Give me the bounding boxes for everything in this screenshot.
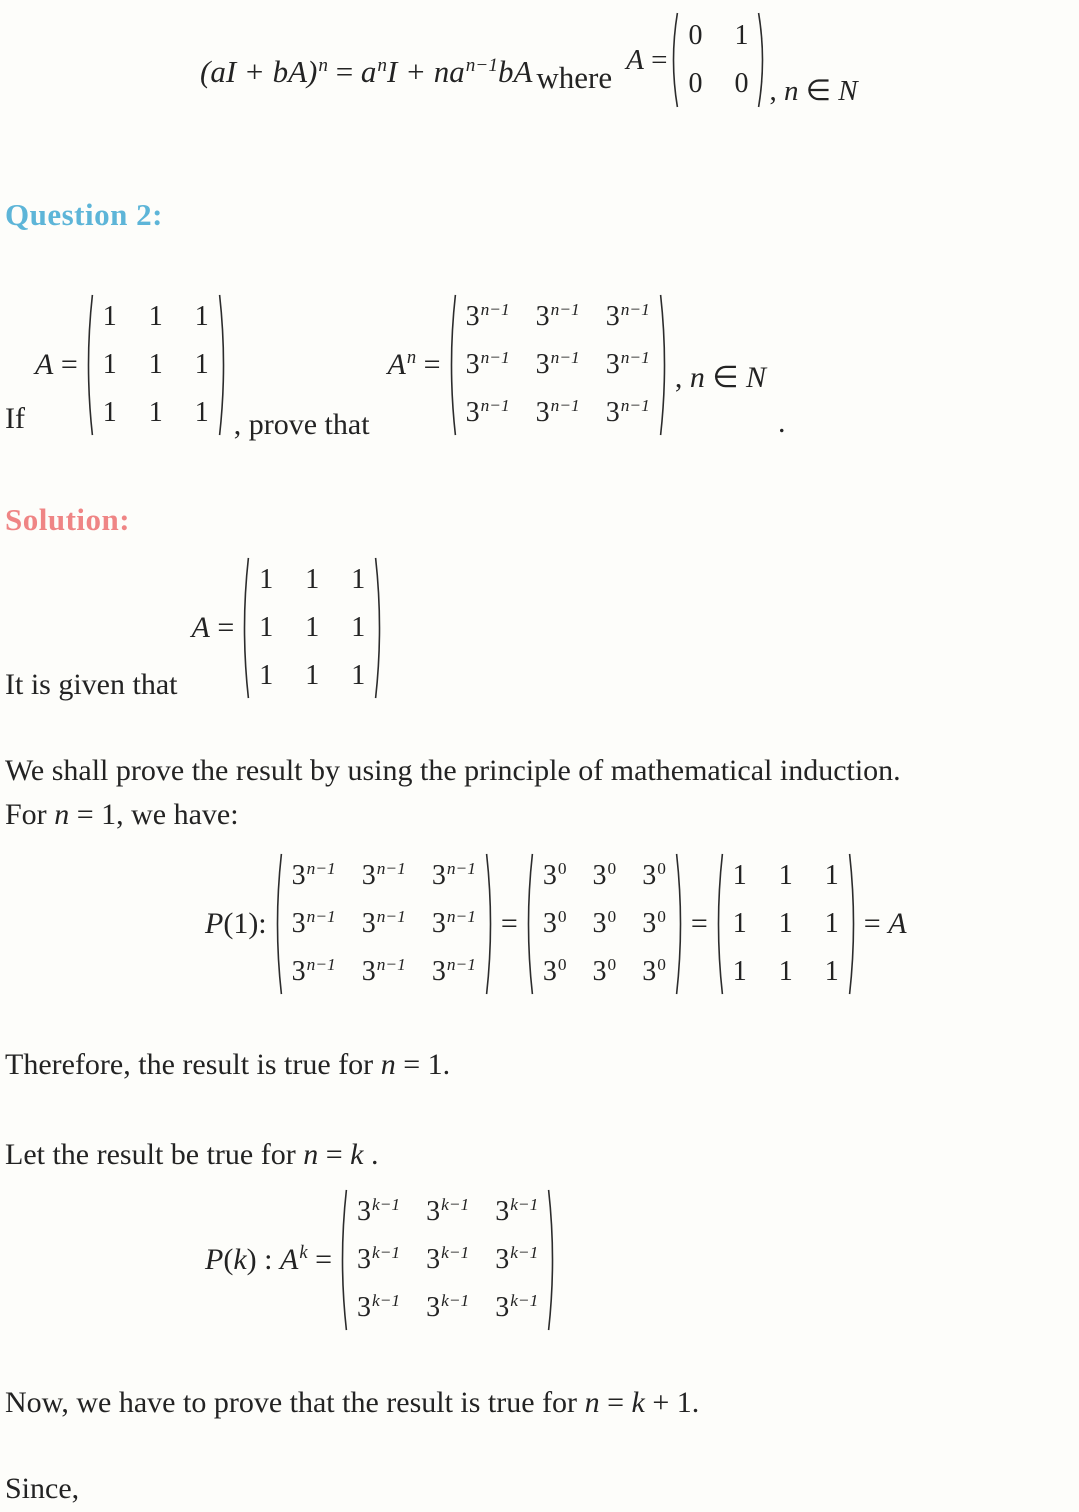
given-label: It is given that xyxy=(5,668,178,701)
paren-left xyxy=(238,555,251,701)
statement-let-true: Let the result be true for n = k . xyxy=(5,1138,379,1171)
matrix-cell: 1 xyxy=(102,349,117,380)
sentence-period: . xyxy=(777,406,786,439)
paren-left xyxy=(336,1187,349,1333)
matrix-cell: 0 xyxy=(734,68,749,99)
paren-right xyxy=(484,851,497,997)
a-equals: A = xyxy=(34,348,78,381)
matrix-a-2x2 xyxy=(667,11,769,109)
matrix-cell: $3^{n-1}$ xyxy=(361,954,406,987)
matrix-cell: $3^0$ xyxy=(592,906,617,939)
matrix-cell: 1 xyxy=(102,301,117,332)
matrix-cell: $3^{n-1}$ xyxy=(465,299,510,332)
where-word: where xyxy=(536,60,613,95)
paren-left xyxy=(445,292,458,438)
matrix-cell: 1 xyxy=(148,397,163,428)
matrix-cell: 1 xyxy=(824,860,839,891)
question-heading: Question 2: xyxy=(5,197,163,232)
a-power-n-equals: $A^n$ = xyxy=(387,347,441,381)
statement-induction: We shall prove the result by using the principle of mathematical induction. xyxy=(5,754,901,787)
matrix-cell: $3^{n-1}$ xyxy=(465,347,510,380)
matrix-cell: $3^{k-1}$ xyxy=(357,1194,401,1227)
matrix-cell: 1 xyxy=(148,301,163,332)
given-row xyxy=(5,548,1079,708)
matrix-cell: 1 xyxy=(148,349,163,380)
statement-since: Since, xyxy=(5,1472,80,1505)
matrix-cell: $3^{k-1}$ xyxy=(426,1194,470,1227)
matrix-cell: 1 xyxy=(351,612,366,643)
equals-sign: = xyxy=(500,907,518,940)
matrix-cell: 0 xyxy=(688,20,703,51)
matrix-cell: $3^0$ xyxy=(642,906,666,939)
matrix-cell: 1 xyxy=(732,908,747,939)
matrix-a-ones xyxy=(82,292,230,438)
matrix-cell: 0 xyxy=(688,68,703,99)
matrix-cell: 1 xyxy=(778,908,793,939)
matrix-cell: $3^0$ xyxy=(592,858,617,891)
matrix-ones xyxy=(712,851,860,997)
matrix-a-ones xyxy=(238,555,386,701)
matrix-cell: $3^{n-1}$ xyxy=(605,347,650,380)
matrix-cell: $3^{n-1}$ xyxy=(535,395,580,428)
if-label: If xyxy=(5,402,25,435)
matrix-pow-k xyxy=(336,1187,559,1333)
matrix-cell: $3^{n-1}$ xyxy=(465,395,510,428)
matrix-cell: 1 xyxy=(824,956,839,987)
a-equals: A = xyxy=(191,611,235,644)
document-page xyxy=(0,10,1079,1512)
equals-a: = A xyxy=(863,907,907,940)
paren-right xyxy=(217,292,230,438)
matrix-cell: 1 xyxy=(194,397,209,428)
prove-that-label: , prove that xyxy=(233,408,370,441)
matrix-cell: 1 xyxy=(259,660,274,691)
statement-for-n1: For n = 1, we have: xyxy=(5,798,239,831)
matrix-a-definition xyxy=(626,10,857,110)
paren-left xyxy=(522,851,535,997)
matrix-cell: 1 xyxy=(824,908,839,939)
intro-identity-row xyxy=(200,10,1079,110)
matrix-cell: $3^{n-1}$ xyxy=(605,395,650,428)
matrix-cell: 1 xyxy=(734,20,749,51)
matrix-cell: $3^{n-1}$ xyxy=(431,906,476,939)
matrix-cell: $3^{n-1}$ xyxy=(431,954,476,987)
matrix-cell: 1 xyxy=(259,612,274,643)
a-equals: A = xyxy=(626,43,668,76)
equals-sign: = xyxy=(690,907,708,940)
n-in-naturals: , n ∈ N xyxy=(674,361,766,394)
matrix-pow-n xyxy=(271,851,497,997)
base-case-equation-row xyxy=(205,840,1079,1008)
matrix-cell: $3^{k-1}$ xyxy=(495,1242,539,1275)
matrix-cell: $3^0$ xyxy=(542,858,567,891)
matrix-cell: $3^{k-1}$ xyxy=(495,1194,539,1227)
paren-left xyxy=(271,851,284,997)
matrix-cell: 1 xyxy=(102,397,117,428)
p1-label: P(1): xyxy=(205,907,267,940)
matrix-cell: $3^{n-1}$ xyxy=(605,299,650,332)
inductive-hypothesis-row xyxy=(205,1180,1079,1340)
matrix-cell: 1 xyxy=(305,612,320,643)
matrix-cell: $3^{k-1}$ xyxy=(426,1290,470,1323)
pk-label: P(k) : $A^k$ = xyxy=(205,1242,332,1276)
paren-right xyxy=(756,11,769,109)
n-in-naturals: , n ∈ N xyxy=(769,75,858,107)
matrix-cell: $3^{n-1}$ xyxy=(361,906,406,939)
question-statement-row xyxy=(5,280,1079,450)
matrix-cell: $3^{n-1}$ xyxy=(431,858,476,891)
matrix-cell: 1 xyxy=(732,956,747,987)
matrix-cell: $3^{n-1}$ xyxy=(535,299,580,332)
matrix-cell: 1 xyxy=(194,349,209,380)
matrix-cell: $3^{n-1}$ xyxy=(291,954,336,987)
matrix-cell: 1 xyxy=(259,564,274,595)
paren-right xyxy=(658,292,671,438)
matrix-cell: $3^0$ xyxy=(642,954,666,987)
binomial-matrix-identity: $(aI + bA)^n = a^nI + na^{n-1}bA$ xyxy=(200,54,533,89)
statement-therefore: Therefore, the result is true for n = 1. xyxy=(5,1048,451,1081)
matrix-cell: $3^{k-1}$ xyxy=(495,1290,539,1323)
matrix-cell: $3^{k-1}$ xyxy=(357,1290,401,1323)
matrix-cell: $3^0$ xyxy=(542,954,567,987)
matrix-cell: $3^{n-1}$ xyxy=(361,858,406,891)
matrix-cell: $3^0$ xyxy=(542,906,567,939)
matrix-cell: 1 xyxy=(351,660,366,691)
paren-left xyxy=(667,11,680,109)
paren-right xyxy=(847,851,860,997)
matrix-a-power-n xyxy=(445,292,671,438)
matrix-cell: $3^{n-1}$ xyxy=(291,906,336,939)
matrix-cell: 1 xyxy=(305,564,320,595)
paren-right xyxy=(674,851,687,997)
matrix-cell: 1 xyxy=(732,860,747,891)
statement-now-prove: Now, we have to prove that the result is true for n = k + 1. xyxy=(5,1386,700,1419)
matrix-cell: 1 xyxy=(778,956,793,987)
paren-right xyxy=(546,1187,559,1333)
matrix-cell: 1 xyxy=(305,660,320,691)
paren-left xyxy=(712,851,725,997)
paren-left xyxy=(82,292,95,438)
matrix-pow-zero xyxy=(522,851,687,997)
matrix-cell: 1 xyxy=(194,301,209,332)
matrix-cell: $3^0$ xyxy=(642,858,666,891)
matrix-cell: $3^{k-1}$ xyxy=(426,1242,470,1275)
matrix-cell: $3^{k-1}$ xyxy=(357,1242,401,1275)
paren-right xyxy=(373,555,386,701)
matrix-cell: $3^{n-1}$ xyxy=(291,858,336,891)
matrix-cell: 1 xyxy=(778,860,793,891)
matrix-cell: 1 xyxy=(351,564,366,595)
matrix-cell: $3^0$ xyxy=(592,954,617,987)
solution-heading: Solution: xyxy=(5,502,131,537)
matrix-cell: $3^{n-1}$ xyxy=(535,347,580,380)
